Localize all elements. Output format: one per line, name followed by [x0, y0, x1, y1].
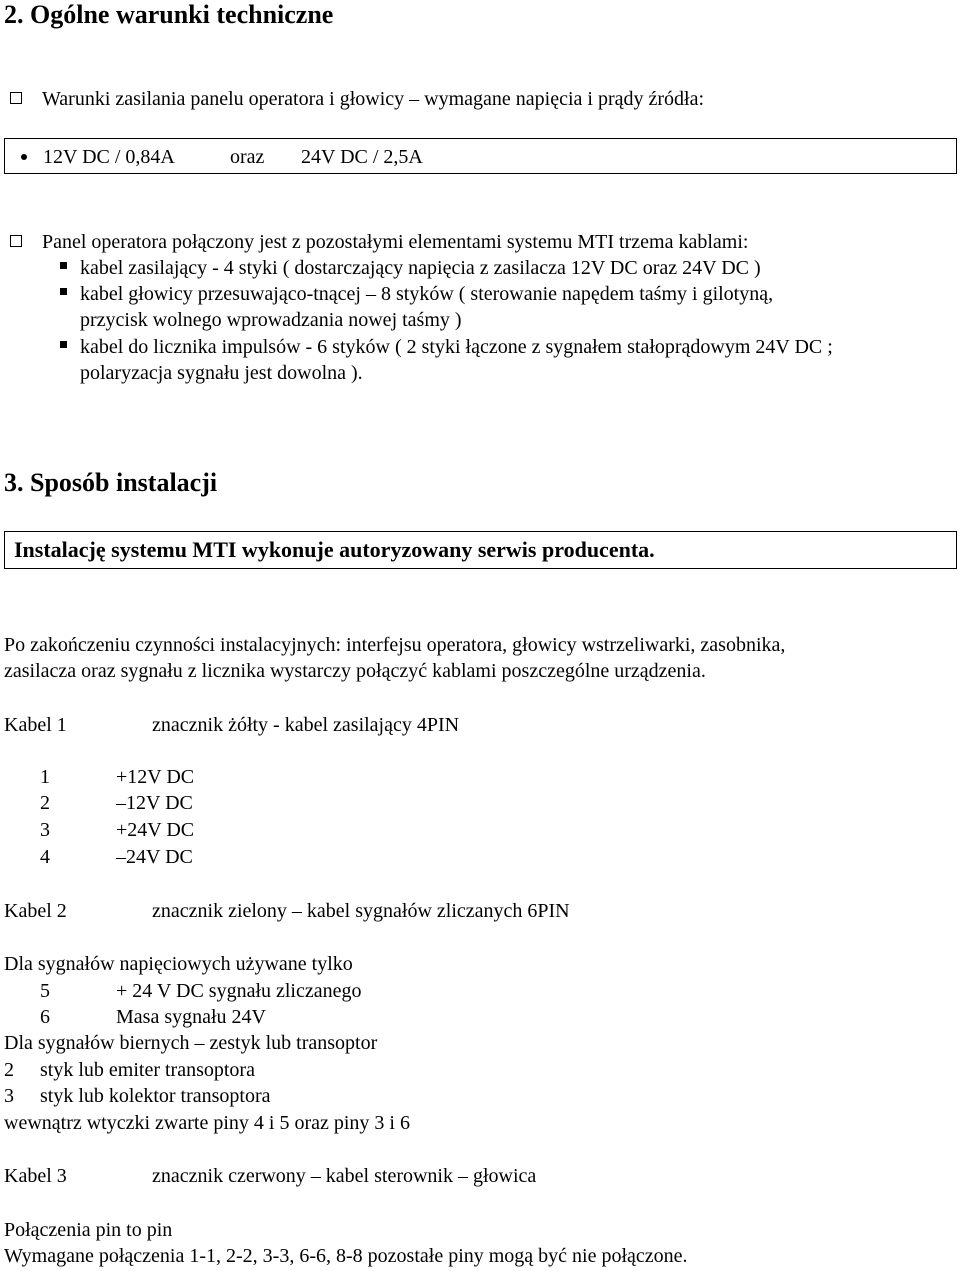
voltage-24v: 24V DC / 2,5A	[301, 146, 423, 168]
cable-head-description-line2: przycisk wolnego wprowadzania nowej taśmy )	[80, 309, 462, 331]
pin-number: 4	[40, 846, 50, 868]
required-connections: Wymagane połączenia 1-1, 2-2, 3-3, 6-6, 8-8 pozostałe piny mogą być nie połączone.	[4, 1245, 688, 1267]
pin-number: 1	[40, 766, 50, 788]
pin-number: 2	[4, 1059, 14, 1081]
pin-to-pin-title: Połączenia pin to pin	[4, 1219, 173, 1241]
pin-value: –12V DC	[116, 792, 193, 814]
cable-head-description-line1: kabel głowicy przesuwająco-tnącej – 8 styków ( sterowanie napędem taśmy i gilotyną,	[80, 283, 774, 305]
pin-number: 5	[40, 980, 50, 1002]
section-3-heading: 3. Sposób instalacji	[4, 468, 218, 497]
bullet-dot-icon	[21, 154, 27, 160]
voltage-box	[4, 138, 957, 174]
voltage-12v: 12V DC / 0,84A	[43, 146, 175, 168]
checkbox-icon	[10, 92, 22, 104]
cables-intro-item: Panel operatora połączony jest z pozostałymi elementami systemu MTI trzema kablami:	[42, 231, 749, 253]
internal-connection-note: wewnątrz wtyczki zwarte piny 4 i 5 oraz piny 3 i 6	[4, 1112, 410, 1134]
power-requirements-item: Warunki zasilania panelu operatora i głowicy – wymagane napięcia i prądy źródła:	[42, 88, 705, 110]
cable-3-label: Kabel 3	[4, 1165, 67, 1187]
pin-value: –24V DC	[116, 846, 193, 868]
cable-power-description: kabel zasilający - 4 styki ( dostarczający napięcia z zasilacza 12V DC oraz 24V DC )	[80, 257, 761, 279]
passive-signals-title: Dla sygnałów biernych – zestyk lub transoptor	[4, 1032, 378, 1054]
installation-paragraph-line2: zasilacza oraz sygnału z licznika wystarczy połączyć kablami poszczególne urządzenia.	[4, 660, 706, 682]
square-bullet-icon	[60, 288, 67, 295]
square-bullet-icon	[60, 262, 67, 269]
pin-value: +12V DC	[116, 766, 195, 788]
installation-note: Instalację systemu MTI wykonuje autoryzowany serwis producenta.	[14, 537, 655, 562]
pin-value: styk lub kolektor transoptora	[40, 1085, 271, 1107]
voltage-signals-title: Dla sygnałów napięciowych używane tylko	[4, 953, 353, 975]
pin-value: + 24 V DC sygnału zliczanego	[116, 980, 362, 1002]
pin-number: 3	[4, 1085, 14, 1107]
pin-number: 6	[40, 1006, 50, 1028]
checkbox-icon	[10, 235, 22, 247]
cable-3-description: znacznik czerwony – kabel sterownik – głowica	[152, 1165, 537, 1187]
pin-number: 2	[40, 792, 50, 814]
pin-value: +24V DC	[116, 819, 195, 841]
square-bullet-icon	[60, 341, 67, 348]
cable-2-description: znacznik zielony – kabel sygnałów zliczanych 6PIN	[152, 900, 570, 922]
pin-number: 3	[40, 819, 50, 841]
cable-1-label: Kabel 1	[4, 714, 67, 736]
pin-value: styk lub emiter transoptora	[40, 1059, 255, 1081]
pin-value: Masa sygnału 24V	[116, 1006, 266, 1028]
cable-counter-description-line2: polaryzacja sygnału jest dowolna ).	[80, 362, 363, 384]
installation-note-box	[4, 531, 957, 569]
installation-paragraph-line1: Po zakończeniu czynności instalacyjnych: interfejsu operatora, głowicy wstrzeliwarki, zasobnika,	[4, 634, 786, 656]
cable-2-label: Kabel 2	[4, 900, 67, 922]
cable-counter-description-line1: kabel do licznika impulsów - 6 styków ( 2 styki łączone z sygnałem stałoprądowym 24V DC ;	[80, 336, 833, 358]
voltage-separator: oraz	[230, 146, 265, 168]
cable-1-description: znacznik żółty - kabel zasilający 4PIN	[152, 714, 460, 736]
section-2-heading: 2. Ogólne warunki techniczne	[4, 0, 334, 29]
